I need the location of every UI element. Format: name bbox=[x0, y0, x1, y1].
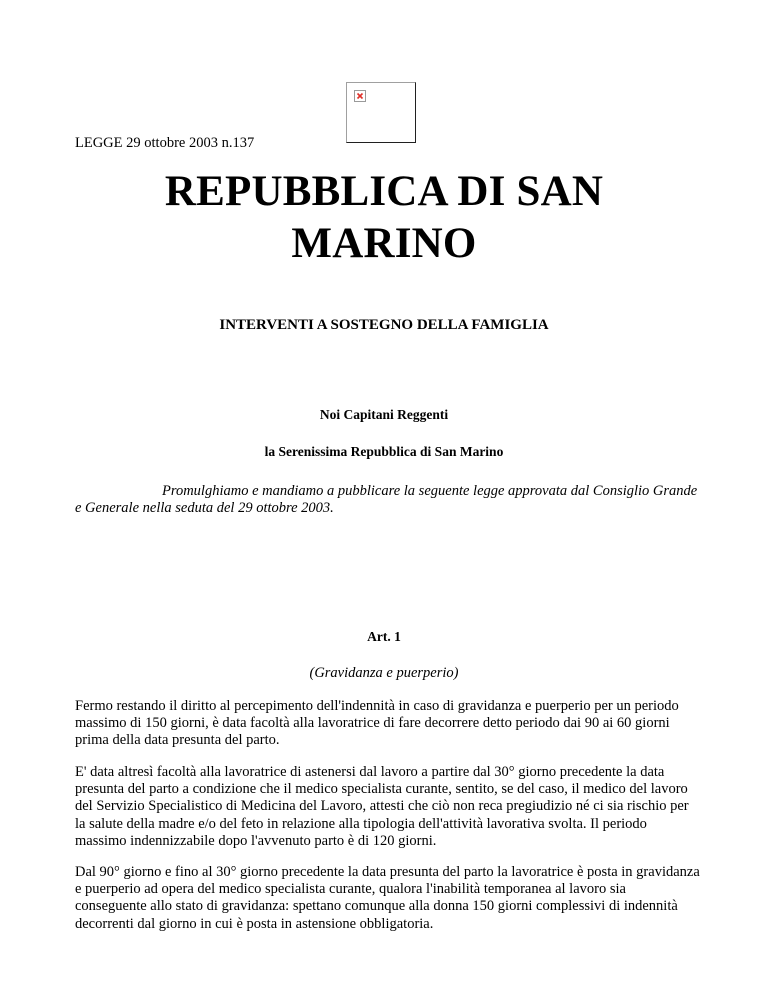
article-paragraph: Dal 90° giorno e fino al 30° giorno precedente la data presunta del parto la lavoratrice è posta in gravidanza e puerperio ad opera del medico specialista curante, qualora l'inabilità temporanea al lavoro sia conseguente allo stato di gravidanza: spettano comunque alla donna 150 giorni complessivi di indennità decorrenti dal giorno in cui è posta in astensione obbligatoria. bbox=[75, 864, 700, 932]
preamble-repubblica: la Serenissima Repubblica di San Marino bbox=[264, 444, 504, 459]
law-subtitle: INTERVENTI A SOSTEGNO DELLA FAMIGLIA bbox=[219, 317, 549, 333]
article-paragraph: Fermo restando il diritto al percepimento dell'indennità in caso di gravidanza e puerperio per un periodo massimo di 150 giorni, è data facoltà alla lavoratrice di fare decorrere detto periodo dai 90 ai 60 giorni prima della data presunta del parto. bbox=[75, 698, 679, 749]
article-paragraph: E' data altresì facoltà alla lavoratrice di astenersi dal lavoro a partire dal 30° giorno precedente la data presunta del parto a condizione che il medico specialista curante, sentito, se del caso, il medico del lavoro del Servizio Specialistico di Medicina del Lavoro, attesti che ciò non reca pregiudizio né ci sia rischio per la salute della madre e/o del feto in relazione alla tipologia dell'attività lavorativa svolta. Il periodo massimo indennizzabile dopo l'avvenuto parto è di 120 giorni. bbox=[75, 764, 689, 849]
promulgation-text: Promulghiamo e mandiamo a pubblicare la seguente legge approvata dal Consiglio Grande e Generale nella seduta del 29 ottobre 2003. bbox=[75, 483, 698, 516]
article-heading: Art. 1 bbox=[367, 629, 401, 644]
article-subheading: (Gravidanza e puerperio) bbox=[309, 665, 459, 681]
broken-image-icon bbox=[354, 90, 366, 102]
law-reference: LEGGE 29 ottobre 2003 n.137 bbox=[75, 135, 255, 151]
broken-image-placeholder bbox=[346, 82, 416, 143]
preamble-capitani: Noi Capitani Reggenti bbox=[319, 407, 449, 422]
page-title: REPUBBLICA DI SAN MARINO bbox=[164, 168, 604, 267]
